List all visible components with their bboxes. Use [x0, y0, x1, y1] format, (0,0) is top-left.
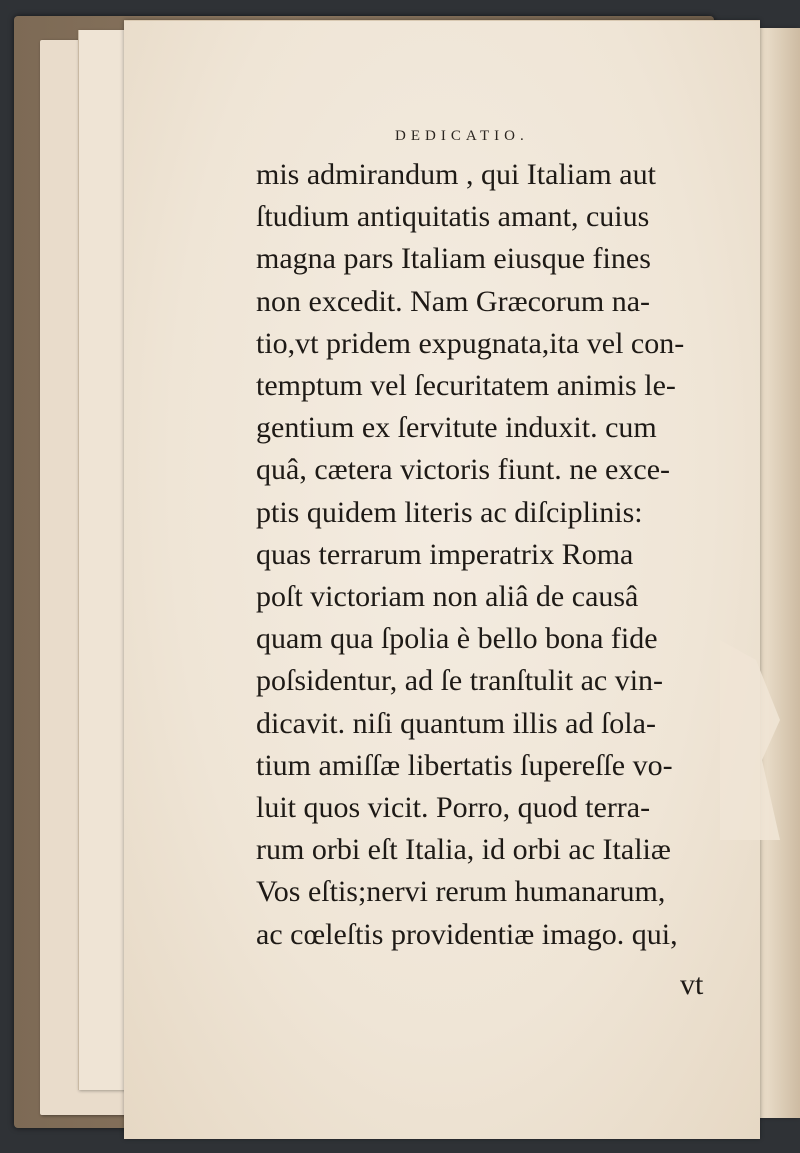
text-line: poſt victoriam non aliâ de causâ	[256, 580, 639, 614]
text-line: Vos eſtis;nervi rerum humanarum,	[256, 875, 666, 909]
page-text	[256, 154, 716, 956]
text-line: quas terrarum imperatrix Roma	[256, 537, 634, 571]
text-line: tio,vt pridem expugnata,ita vel con-	[256, 326, 685, 360]
text-line: ſtudium antiquitatis amant, cuius	[256, 200, 650, 234]
text-line: temptum vel ſecuritatem animis le-	[256, 369, 676, 403]
text-line: tium amiſſæ libertatis ſupereſſe vo-	[256, 748, 673, 782]
text-line: dicavit. niſi quantum illis ad ſola-	[256, 706, 656, 740]
running-header: DEDICATIO.	[395, 128, 529, 144]
text-line: ac cœleſtis providentiæ imago. qui,	[256, 917, 678, 951]
text-line: quâ, cætera victoris fiunt. ne exce-	[256, 453, 670, 487]
text-line: poſsidentur, ad ſe tranſtulit ac vin-	[256, 664, 664, 698]
text-line: gentium ex ſervitute induxit. cum	[256, 411, 657, 445]
text-line: magna pars Italiam eiusque fines	[256, 242, 651, 276]
text-line: luit quos vicit. Porro, quod terra-	[256, 791, 651, 825]
text-line: ptis quidem literis ac diſciplinis:	[256, 495, 643, 529]
text-line: mis admirandum , qui Italiam aut	[256, 158, 656, 191]
text-line: non excedit. Nam Græcorum na-	[256, 284, 651, 318]
text-line: quam qua ſpolia è bello bona fide	[256, 622, 658, 656]
text-line: rum orbi eſt Italia, id orbi ac Italiæ	[256, 833, 671, 867]
catchword: vt	[680, 968, 704, 1001]
